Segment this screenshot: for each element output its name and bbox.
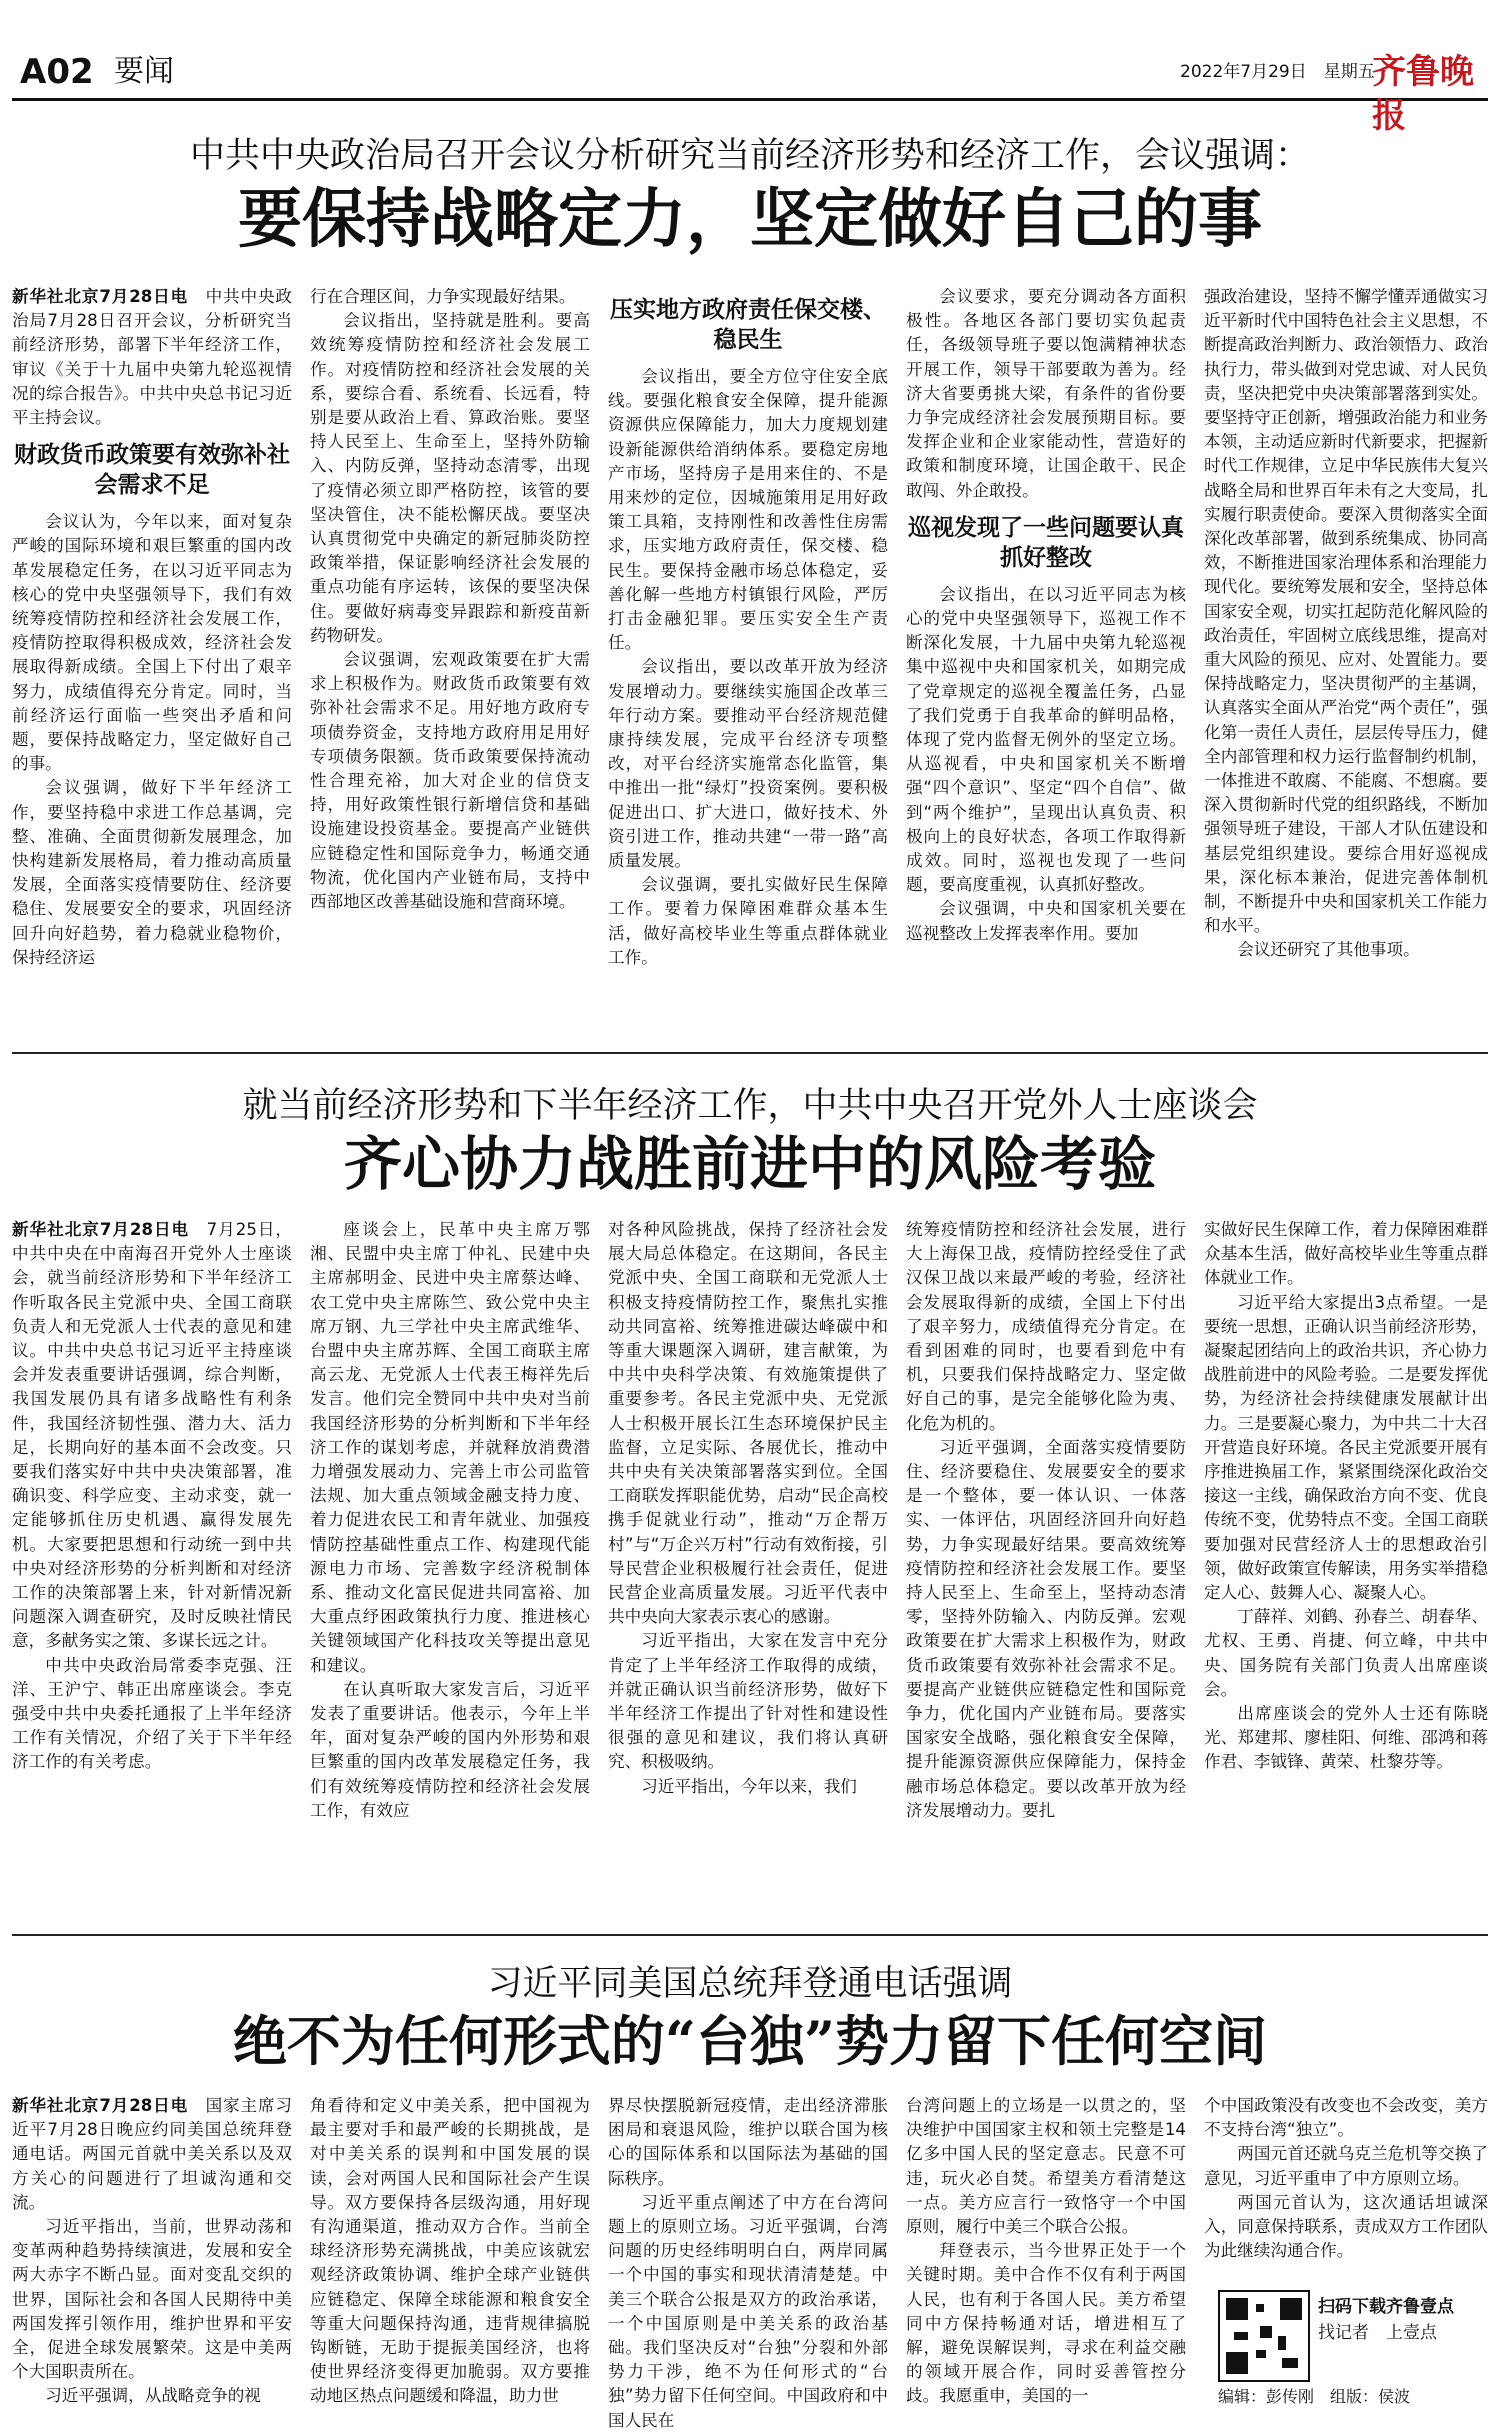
story1-column-4 [906,285,1186,1045]
paragraph: 会议强调，做好下半年经济工作，要坚持稳中求进工作总基调，完整、准确、全面贯彻新发展理念，加快构建新发展格局，着力推动高质量发展，全面落实疫情要防住、经济要稳住、发展要安全的要求，巩固经济回升向好趋势，着力稳就业稳物价，保持经济运 [12,778,292,967]
subheading: 财政货币政策要有效弥补社会需求不足 [14,441,290,499]
paragraph: 习近平给大家提出3点希望。一是要统一思想，正确认识当前经济形势，凝聚起团结向上的政治共识，齐心协力战胜前进中的风险考验。二是要发挥优势，为经济社会持续健康发展献计出力。三是要凝心聚力，为中共二十大召开营造良好环境。各民主党派要开展有序推进换届工作，紧紧围绕深化政治交接这一主线，确保政治方向不变、优良传统不变，优势特点不变。全国工商联要加强对民营经济人士的思想政治引领，做好政策宣传解读，用务实举措稳定人心、鼓舞人心、凝聚人心。 [1204,1292,1488,1603]
qr-code-icon[interactable] [1218,2290,1310,2382]
paragraph: 7月25日，中共中央在中南海召开党外人士座谈会，就当前经济形势和下半年经济工作听取各民主党派中央、全国工商联负责人和无党派人士代表的意见和建议。中共中央总书记习近平主持座谈会并发表重要讲话强调，综合判断，我国发展仍具有诸多战略性有利条件，我国经济韧性强、潜力大、活力足，长期向好的基本面不会改变。只要我们落实好中共中央决策部署，准确识变、科学应变、主动求变，就一定能够抓住历史机遇、赢得发展先机。大家要把思想和行动统一到中共中央对经济形势的分析判断和对经济工作的决策部署上来，针对新情况新问题深入调查研究，及时反映社情民意，多献务实之策、多谋长远之计。 [12,1220,293,1651]
paragraph: 中共中央政治局常委李克强、汪洋、王沪宁、韩正出席座谈会。李克强受中共中央委托通报了上半年经济工作有关情况，介绍了关于下半年经济工作的有关考虑。 [12,1655,292,1772]
paragraph: 习近平指出，当前，世界动荡和变革两种趋势持续演进，发展和安全两大赤字不断凸显。面对变乱交织的世界，国际社会和各国人民期待中美两国发挥引领作用，维护世界和平安全，促进全球发展繁荣。这是中美两个大国职责所在。 [12,2217,292,2382]
qr-caption-line: 扫码下载齐鲁壹点 [1318,2297,1454,2317]
issue-date: 2022年7月29日 星期五 [1180,62,1375,82]
paragraph: 国家主席习近平7月28日晚应约同美国总统拜登通电话。两国元首就中美关系以及双方关心的问题进行了坦诚沟通和交流。 [12,2096,293,2212]
story1-column-1 [12,285,292,1045]
paragraph: 个中国政策没有改变也不会改变，美方不支持台湾“独立”。 [1204,2096,1488,2140]
paragraph: 两国元首还就乌克兰危机等交换了意见，习近平重申了中方原则立场。 [1204,2144,1488,2188]
story2-column-3 [608,1218,888,1928]
paragraph: 两国元首认为，这次通话坦诚深入，同意保持联系，责成双方工作团队为此继续沟通合作。 [1204,2192,1488,2261]
paragraph: 会议指出，在以习近平同志为核心的党中央坚强领导下，巡视工作不断深化发展，十九届中央第九轮巡视集中巡视中央和国家机关，如期完成了党章规定的巡视全覆盖任务，凸显了我们党勇于自我革命的鲜明品格，体现了党内监督无例外的坚定立场。从巡视看，中央和国家机关不断增强“四个意识”、坚定“四个自信”、做到“两个维护”，呈现出认真负责、积极向上的良好状态，各项工作取得新成效。同时，巡视也发现了一些问题，要高度重视，认真抓好整改。 [906,584,1186,895]
paragraph: 实做好民生保障工作，着力保障困难群众基本生活，做好高校毕业生等重点群体就业工作。 [1204,1220,1488,1288]
subheading: 压实地方政府责任保交楼、稳民生 [610,296,886,353]
dateline: 新华社北京7月28日电 [12,287,189,306]
story2-column-2 [310,1218,590,1928]
paragraph: 会议还研究了其他事项。 [1237,940,1420,960]
dateline: 新华社北京7月28日电 [12,2096,189,2115]
story3-column-2 [310,2094,590,2412]
paragraph: 对各种风险挑战，保持了经济社会发展大局总体稳定。在这期间，各民主党派中央、全国工商联和无党派人士积极支持疫情防控工作，聚焦扎实推动共同富裕、统筹推进碳达峰碳中和等重大课题深入调研，建言献策，为中共中央科学决策、有效施策提供了重要参考。各民主党派中央、无党派人士积极开展长江生态环境保护民主监督，立足实际、各展优长，推动中共中央有关决策部署落实到位。全国工商联发挥职能优势，启动“民企高校携手促就业行动”，推动“万企帮万村”与“万企兴万村”行动有效衔接，引导民营企业积极履行社会责任，促进民营企业高质量发展。习近平代表中共中央向大家表示衷心的感谢。 [608,1220,888,1627]
story3-column-3 [608,2094,888,2430]
story3-column-5 [1204,2094,1488,2280]
paragraph: 行在合理区间，力争实现最好结果。 [310,287,576,306]
story2-column-1 [12,1218,292,1928]
paragraph: 会议认为，今年以来，面对复杂严峻的国际环境和艰巨繁重的国内改革发展稳定任务，在以习近平同志为核心的党中央坚强领导下，我们有效统筹疫情防控和经济社会发展工作，疫情防控取得积极成效，经济社会发展取得新成绩。全国上下付出了艰辛努力，成绩值得充分肯定。同时，当前经济运行面临一些突出矛盾和问题，要保持战略定力，坚定做好自己的事。 [12,512,292,774]
story1-column-5 [1204,285,1488,1045]
paragraph: 在认真听取大家发言后，习近平发表了重要讲话。他表示，今年上半年，面对复杂严峻的国内外形势和艰巨繁重的国内改革发展稳定任务，我们有效统筹疫情防控和经济社会发展工作，有效应 [310,1679,590,1820]
story2-kicker: 就当前经济形势和下半年经济工作，中共中央召开党外人士座谈会 [242,1086,1258,1126]
paragraph: 丁薛祥、刘鹤、孙春兰、胡春华、尤权、王勇、肖捷、何立峰，中共中央、国务院有关部门负责人出席座谈会。 [1204,1607,1488,1699]
paragraph: 中共中央政治局7月28日召开会议，分析研究当前经济形势，部署下半年经济工作，审议《关于十九届中央第九轮巡视情况的综合报告》。中共中央总书记习近平主持会议。 [12,287,293,428]
paragraph: 会议指出，要全方位守住安全底线。要强化粮食安全保障，提升能源资源供应保障能力，加大力度规划建设新能源供给消纳体系。要稳定房地产市场，坚持房子是用来住的、不是用来炒的定位，因城施策用足用好政策工具箱，支持刚性和改善性住房需求，压实地方政府责任，保交楼、稳民生。要保持金融市场总体稳定，妥善化解一些地方村镇银行风险，严厉打击金融犯罪。要压实安全生产责任。 [608,367,888,653]
subheading: 巡视发现了一些问题要认真抓好整改 [908,513,1184,571]
editor-credits: 编辑：彭传刚 组版：侯波 [1218,2387,1411,2406]
page-number: A02 [20,52,94,92]
section-name: 要闻 [114,54,174,89]
story3-kicker: 习近平同美国总统拜登通电话强调 [487,1964,1013,2004]
paragraph: 习近平强调，全面落实疫情要防住、经济要稳住、发展要安全的要求是一个整体，要一体认识、一体落实、一体评估，巩固经济回升向好趋势，力争实现最好结果。要高效统筹疫情防控和经济社会发展工作。要坚持人民至上、生命至上，坚持动态清零，坚持外防输入、内防反弹。宏观政策要在扩大需求上积极作为，财政货币政策要有效弥补社会需求不足。要提高产业链供应链稳定性和国际竞争力，优化国内产业链布局。要落实国家安全战略，强化粮食安全保障，提升能源资源供应保障能力，保持金融市场总体稳定。要以改革开放为经济发展增动力。要扎 [906,1437,1186,1820]
divider [12,1052,1488,1054]
paragraph: 座谈会上，民革中央主席万鄂湘、民盟中央主席丁仲礼、民建中央主席郝明金、民进中央主席蔡达峰、农工党中央主席陈竺、致公党中央主席万钢、九三学社中央主席武维华、台盟中央主席苏辉、全国工商联主席高云龙、无党派人士代表王梅祥先后发言。他们完全赞同中共中央对当前我国经济形势的分析判断和下半年经济工作的谋划考虑，并就释放消费潜力增强发展动力、完善上市公司监管法规、加大重点领域金融支持力度、着力促进农民工和青年就业、加强疫情防控基础性重点工作、构建现代能源电力市场、完善数字经济税制体系、推动文化富民促进共同富裕、加大重点纾困政策执行力度、推进核心关键领域国产化科技攻关等提出意见和建议。 [310,1220,590,1675]
story1-headline: 要保持战略定力，坚定做好自己的事 [238,182,1262,257]
story3-headline: 绝不为任何形式的“台独”势力留下任何空间 [232,2009,1268,2073]
story2-column-4 [906,1218,1186,1928]
paragraph: 习近平强调，从战略竞争的视 [45,2386,261,2406]
story1-kicker: 中共中央政治局召开会议分析研究当前经济形势和经济工作，会议强调： [189,136,1310,176]
dateline: 新华社北京7月28日电 [12,1220,190,1239]
paragraph: 习近平重点阐述了中方在台湾问题上的原则立场。习近平强调，台湾问题的历史经纬明明白白，两岸同属一个中国的事实和现状清清楚楚。中美三个联合公报是双方的政治承诺，一个中国原则是中美关系的政治基础。我们坚决反对“台独”分裂和外部势力干涉，绝不为任何形式的“台独”势力留下任何空间。中国政府和中国人民在 [608,2192,888,2430]
divider [12,1934,1488,1936]
story1-column-3 [608,285,888,1045]
paragraph: 习近平指出，大家在发言中充分肯定了上半年经济工作取得的成绩，并就正确认识当前经济形势，做好下半年经济工作提出了针对性和建设性很强的意见和建议，我们将认真研究、积极吸纳。 [608,1631,888,1772]
qr-caption-line: 找记者 上壹点 [1318,2323,1437,2343]
paragraph: 会议强调，宏观政策要在扩大需求上积极作为。财政货币政策要有效弥补社会需求不足。用好地方政府专项债券资金，支持地方政府用足用好专项债务限额。货币政策要保持流动性合理充裕，加大对企业的信贷支持，用好政策性银行新增信贷和基础设施建设投资基金。要提高产业链供应链稳定性和国际竞争力，畅通交通物流，优化国内产业链布局，支持中西部地区改善基础设施和营商环境。 [310,650,590,912]
paragraph: 会议强调，中央和国家机关要在巡视整改上发挥表率作用。要加 [906,899,1186,943]
story2-column-5 [1204,1218,1488,1928]
paragraph: 界尽快摆脱新冠疫情，走出经济滞胀困局和衰退风险，维护以联合国为核心的国际体系和以国际法为基础的国际秩序。 [608,2096,888,2188]
qr-caption [1318,2294,1454,2346]
story3-column-1 [12,2094,292,2412]
paragraph: 强政治建设，坚持不懈学懂弄通做实习近平新时代中国特色社会主义思想，不断提高政治判断力、政治领悟力、政治执行力，带头做到对党忠诚、对人民负责，坚决把党中央决策部署落到实处。要坚持守正创新，增强政治能力和业务本领，主动适应新时代新要求，把握新时代工作规律，立足中华民族伟大复兴战略全局和世界百年未有之大变局，扎实履行职责使命。要深入贯彻落实全面深化改革部署，做到系统集成、协同高效，不断推进国家治理体系和治理能力现代化。要统筹发展和安全，坚持总体国家安全观，切实扛起防范化解风险的政治责任，牢固树立底线思维，提高对重大风险的预见、应对、处置能力。要保持战略定力，坚决贯彻严的主基调，认真落实全面从严治党“两个责任”，强化第一责任人责任，层层传导压力，健全内部管理和权力运行监督制约机制，一体推进不敢腐、不能腐、不想腐。要深入贯彻新时代党的组织路线，不断加强领导班子建设，干部人才队伍建设和基层党组织建设。要综合用好巡视成果，深化标本兼治，促进完善体制机制，不断提升中央和国家机关工作能力和水平。 [1204,287,1488,936]
paragraph: 会议指出，要以改革开放为经济发展增动力。要继续实施国企改革三年行动方案。要推动平台经济规范健康持续发展，完成平台经济专项整改，对平台经济实施常态化监管，集中推出一批“绿灯”投资案例。要积极促进出口、扩大进口，做好技术、外资引进工作，推动共建“一带一路”高质量发展。 [608,657,888,871]
paragraph: 出席座谈会的党外人士还有陈晓光、郑建邦、廖桂阳、何维、邵鸿和蒋作君、李钺锋、黄荣、杜黎芬等。 [1204,1704,1488,1772]
story3-column-4 [906,2094,1186,2412]
paragraph: 习近平指出，今年以来，我们 [641,1776,857,1796]
newspaper-logo: 齐鲁晚报 [1372,52,1474,136]
paragraph: 统筹疫情防控和经济社会发展，进行大上海保卫战，疫情防控经受住了武汉保卫战以来最严峻的考验，经济社会发展取得新的成绩，全国上下付出了艰辛努力，成绩值得充分肯定。在看到困难的同时，也要看到危中有机，只要我们保持战略定力、坚定做好自己的事，是完全能够化险为夷、化危为机的。 [906,1220,1186,1433]
paragraph: 会议要求，要充分调动各方面积极性。各地区各部门要切实负起责任，各级领导班子要以饱满精神状态开展工作，领导干部要敢为善为。经济大省要勇挑大梁，有条件的省份要力争完成经济社会发展预期目标。要发挥企业和企业家能动性，营造好的政策和制度环境，让国企敢干、民企敢闯、外企敢投。 [906,287,1186,500]
paragraph: 台湾问题上的立场是一以贯之的，坚决维护中国国家主权和领土完整是14亿多中国人民的坚定意志。民意不可违，玩火必自焚。希望美方看清楚这一点。美方应言行一致恪守一个中国原则，履行中美三个联合公报。 [906,2096,1186,2237]
paragraph: 会议指出，坚持就是胜利。要高效统筹疫情防控和经济社会发展工作。对疫情防控和经济社会发展的关系，要综合看、系统看、长远看，特别是要从政治上看、算政治账。要坚持人民至上、生命至上，坚持外防输入、内防反弹，坚持动态清零，出现了疫情必须立即严格防控，该管的要坚决管住，决不能松懈厌战。要坚决认真贯彻党中央确定的新冠肺炎防控政策举措，保证影响经济社会发展的重点功能有序运转，该保的要坚决保住。要做好病毒变异跟踪和新疫苗新药物研发。 [310,311,590,645]
story2-headline: 齐心协力战胜前进中的风险考验 [343,1130,1156,1198]
paragraph: 角看待和定义中美关系，把中国视为最主要对手和最严峻的长期挑战，是对中美关系的误判和中国发展的误读，会对两国人民和国际社会产生误导。双方要保持各层级沟通，用好现有沟通渠道，推动双方合作。当前全球经济形势充满挑战，中美应该就宏观经济政策协调、维护全球产业链供应链稳定、保障全球能源和粮食安全等重大问题保持沟通，违背规律搞脱钩断链，无助于提振美国经济，也将使世界经济变得更加脆弱。双方要推动地区热点问题缓和降温，助力世 [310,2096,590,2406]
paragraph: 会议强调，要扎实做好民生保障工作。要着力保障困难群众基本生活，做好高校毕业生等重点群体就业工作。 [608,875,888,967]
story1-column-2 [310,285,590,1045]
masthead [12,46,1488,136]
paragraph: 拜登表示，当今世界正处于一个关键时期。美中合作不仅有利于两国人民，也有利于各国人民。美方希望同中方保持畅通对话，增进相互了解，避免误解误判，寻求在利益交融的领域开展合作，同时妥善管控分歧。我愿重申，美国的一 [906,2241,1186,2406]
